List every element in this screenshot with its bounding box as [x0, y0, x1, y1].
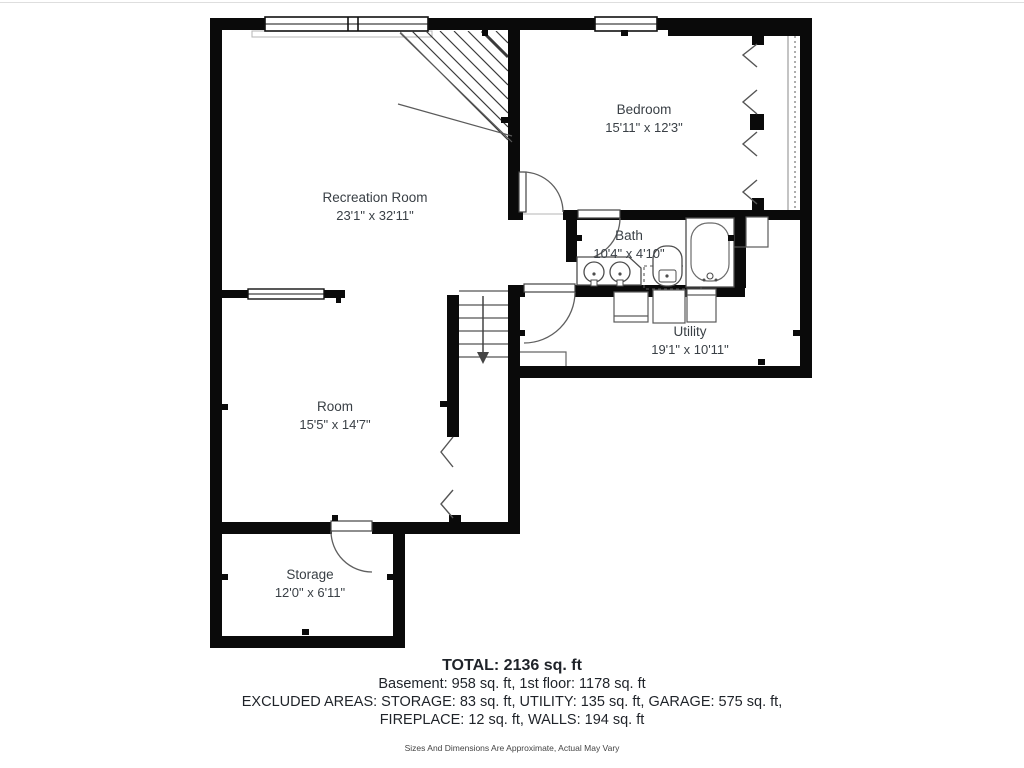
sink-left: [584, 262, 604, 282]
dryer: [653, 290, 685, 323]
room-dimensions: 12'0" x 6'11": [274, 585, 346, 600]
stair-stringer-line: [398, 104, 512, 136]
bifold-door-panel: [743, 44, 757, 67]
bath-label: [593, 227, 664, 263]
window-sill: [252, 31, 432, 37]
understair-pad: [520, 352, 566, 366]
room-name: Bedroom: [616, 102, 672, 117]
floor-areas-text: Basement: 958 sq. ft, 1st floor: 1178 sq. ft: [378, 676, 646, 692]
room-dimensions: 10'4" x 4'10": [593, 246, 665, 261]
water-heater: [746, 217, 768, 247]
sink-right: [610, 262, 630, 282]
room-name: Recreation Room: [322, 190, 428, 205]
stairs-down: [459, 291, 508, 364]
total-area-text: TOTAL: 2136 sq. ft: [442, 657, 582, 674]
room-dimensions: 15'11" x 12'3": [605, 120, 683, 135]
room-name: Utility: [673, 324, 707, 339]
room-dimensions: 23'1" x 32'11": [336, 208, 414, 223]
room-name: Bath: [615, 228, 643, 243]
storage-label: [275, 566, 345, 602]
utility-door: [524, 284, 575, 343]
washer: [614, 292, 648, 322]
stair-break-line: [400, 33, 512, 142]
storage-door: [331, 521, 372, 572]
room-name: Room: [316, 399, 354, 414]
disclaimer-text: Sizes And Dimensions Are Approximate, Actual May Vary: [404, 743, 620, 753]
area-summary: [0, 656, 1024, 753]
utility-sink: [687, 289, 716, 322]
room-name: Storage: [286, 567, 334, 582]
bedroom-door: [519, 172, 563, 214]
room-dimensions: 19'1" x 10'11": [651, 342, 729, 357]
room-label: [299, 398, 370, 434]
excluded-areas-text-2: FIREPLACE: 12 sq. ft, WALLS: 194 sq. ft: [379, 712, 645, 728]
room-dimensions: 15'5" x 14'7": [299, 417, 371, 432]
bathtub: [686, 218, 734, 287]
recreation-room-label: [322, 189, 427, 225]
bedroom-label: [605, 101, 683, 137]
utility-label: [651, 323, 729, 359]
excluded-areas-text-1: EXCLUDED AREAS: STORAGE: 83 sq. ft, UTILITY: 135 sq. ft, GARAGE: 575 sq. ft,: [241, 694, 783, 710]
stairs-up: [398, 31, 512, 142]
room-closet-bifold: [441, 437, 453, 518]
